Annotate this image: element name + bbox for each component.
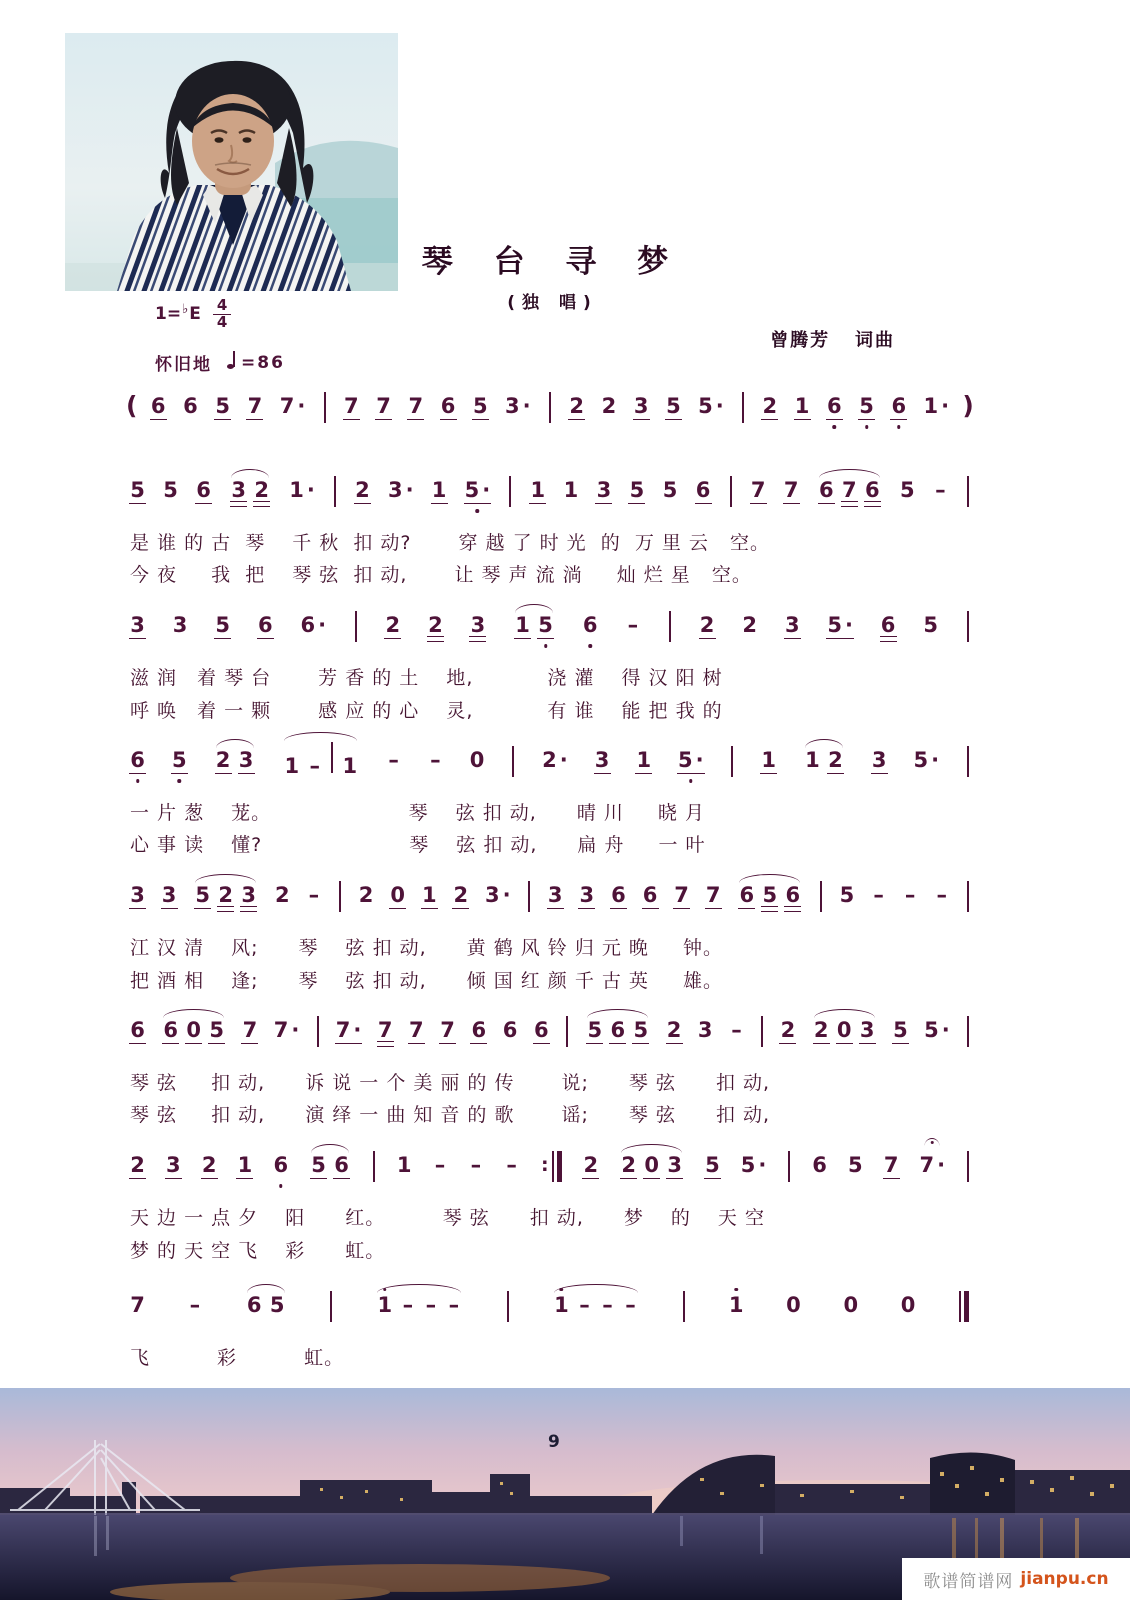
performance-type: (独 唱) [507,293,598,313]
flat-accidental: ♭ [182,301,189,317]
notation-line-8: 7 – 6 5 1 – – – 1 – – – 1 0 0 0 [126,1283,974,1329]
notation-line-4: 6 5 2 3 1 – 1 – – 0 2 · 3 1 5 · 1 1 2 3 5 · [126,738,974,784]
composer-credit: 曾腾芳 词曲 [770,330,895,351]
song-title: 琴 台 寻 梦 [421,244,684,280]
tempo-value: =86 [241,352,285,373]
watermark-url: jianpu.cn [1020,1569,1109,1589]
watermark-site-name: 歌谱简谱网 [923,1571,1014,1592]
key-letter: E [189,304,201,325]
lyric-line-6-verse-2: 琴 弦 扣 动, 演 绎 一 曲 知 音 的 歌 谣; 琴 弦 扣 动, [130,1104,771,1126]
notation-line-1: ( 6 6 5 7 7 · 7 7 7 6 5 3 · 2 2 3 5 5 · 2 1 6 5 6 1 · ) [126,384,974,430]
lyric-line-5-verse-2: 把 酒 相 逢; 琴 弦 扣 动, 倾 国 红 颜 千 古 英 雄。 [130,970,723,992]
lyric-line-3-verse-2: 呼 唤 着 一 颗 感 应 的 心 灵, 有 谁 能 把 我 的 [130,700,723,722]
lyric-line-6-verse-1: 琴 弦 扣 动, 诉 说 一 个 美 丽 的 传 说; 琴 弦 扣 动, [130,1072,771,1094]
notation-line-6: 6 6 0 5 7 7 · 7 · 7 7 7 6 6 6 5 6 5 2 3 – 2 2 0 3 5 5 · [126,1008,974,1054]
lyric-line-4-verse-2: 心 事 读 懂? 琴 弦 扣 动, 扁 舟 一 叶 [130,834,706,856]
page-number: 9 [548,1432,560,1452]
lyric-line-2-verse-1: 是 谁 的 古 琴 千 秋 扣 动? 穿 越 了 时 光 的 万 里 云 空。 [130,532,771,554]
lyric-line-2-verse-2: 今 夜 我 把 琴 弦 扣 动, 让 琴 声 流 淌 灿 烂 星 空。 [130,564,752,586]
notation-line-3: 3 3 5 6 6 · 2 2 3 1 5 6 – 2 2 3 5 · 6 5 [126,603,974,649]
lyric-line-7-verse-1: 天 边 一 点 夕 阳 红。 琴 弦 扣 动, 梦 的 天 空 [130,1207,765,1229]
tempo-marking [155,350,285,375]
quarter-note-icon [227,364,234,369]
time-signature-top: 4 [213,298,231,315]
watermark [902,1558,1130,1600]
notation-line-2: 5 5 6 3 2 1 · 2 3 · 1 5 · 1 1 3 5 5 6 7 7 6 7 6 5 – [126,468,974,514]
lyric-line-7-verse-2: 梦 的 天 空 飞 彩 虹。 [130,1240,386,1262]
key-prefix: 1= [155,304,182,325]
notation-line-7: 2 3 2 1 6 5 6 1 – – – : 2 2 0 3 5 5 · 6 5 7 7 · [126,1143,974,1189]
time-signature [213,298,231,331]
tempo-label: 怀旧地 [155,355,212,375]
lyric-line-5-verse-1: 江 汉 清 风; 琴 弦 扣 动, 黄 鹤 风 铃 归 元 晚 钟。 [130,937,723,959]
time-signature-bottom: 4 [216,312,228,331]
notation-line-5: 3 3 5 2 3 2 – 2 0 1 2 3 · 3 3 6 6 7 7 6 5 6 5 – – – [126,873,974,919]
lyric-line-8-verse-1: 飞 彩 虹。 [130,1347,345,1369]
key-signature [155,298,231,331]
lyric-line-4-verse-1: 一 片 葱 茏。 琴 弦 扣 动, 晴 川 晓 月 [130,802,705,824]
lyric-line-3-verse-1: 滋 润 着 琴 台 芳 香 的 土 地, 浇 灌 得 汉 阳 树 [130,667,723,689]
